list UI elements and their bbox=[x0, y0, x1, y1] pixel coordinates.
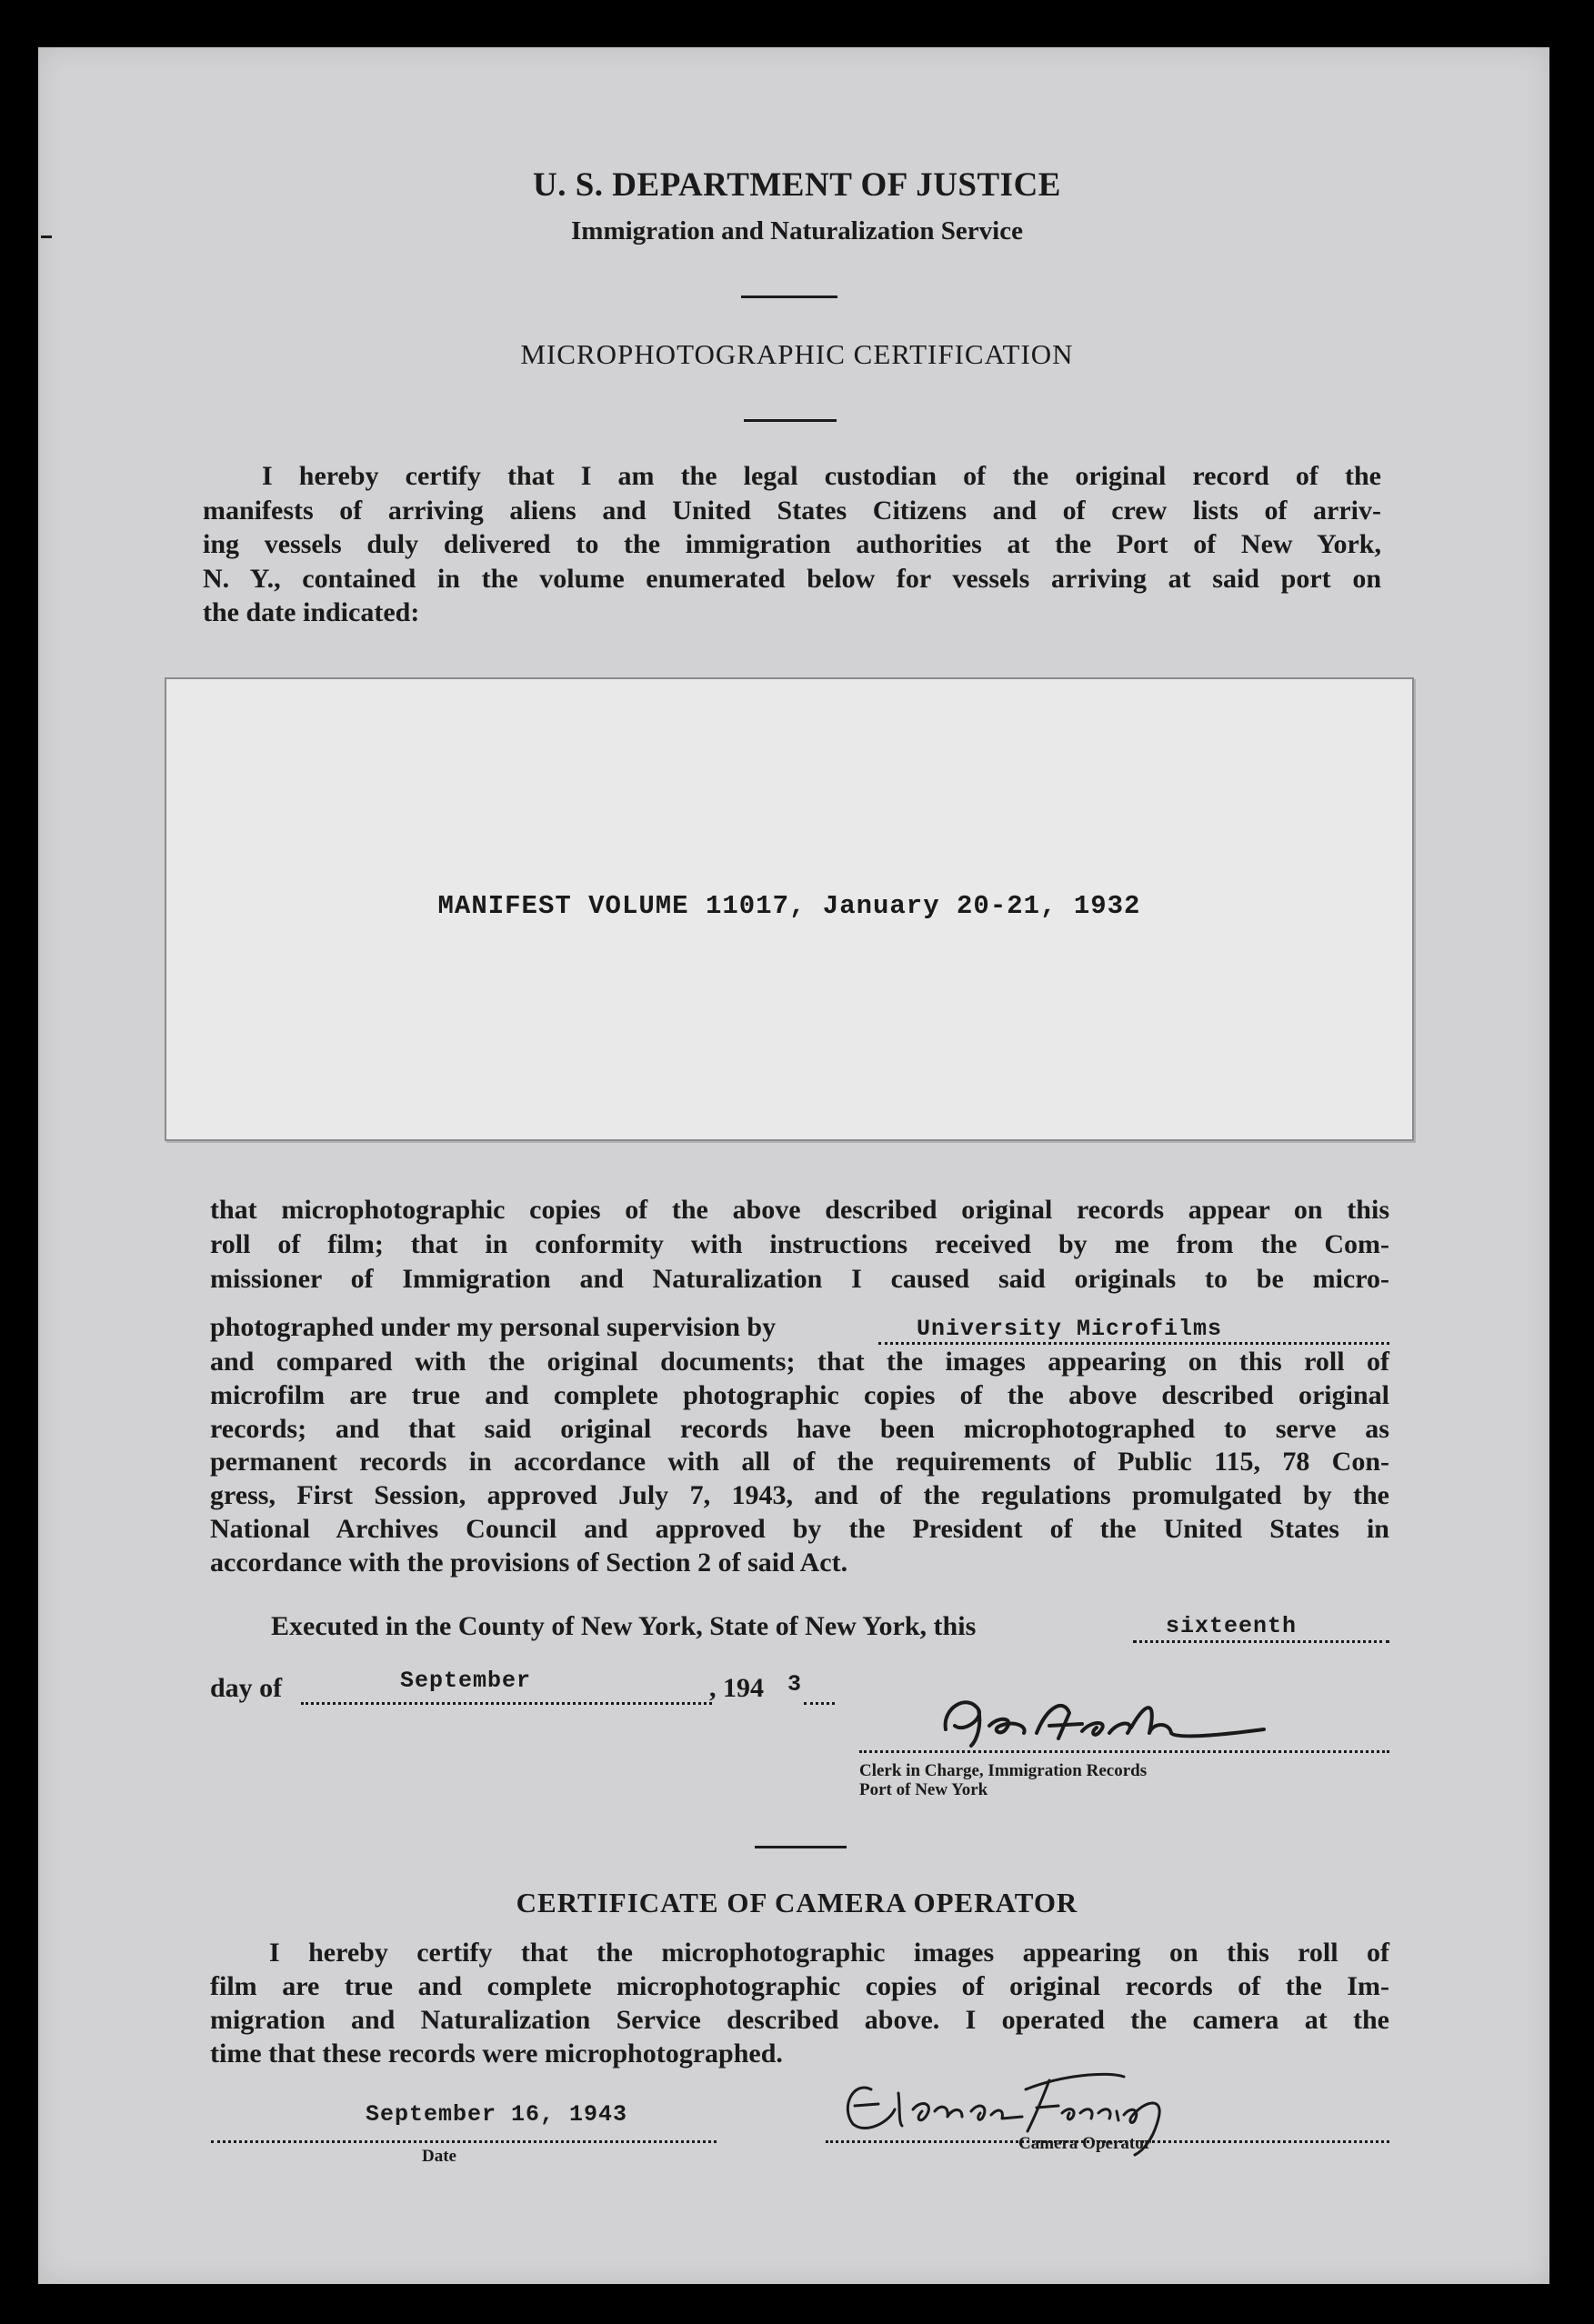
body-line: gress, First Session, approved July 7, 1943, and of the regulations promulgated by the bbox=[210, 1480, 1389, 1511]
body-line: roll of film; that in conformity with instructions received by me from the Com- bbox=[210, 1229, 1389, 1259]
camera-line: migration and Naturalization Service described above. I operated the camera at the bbox=[210, 2005, 1389, 2035]
section-divider bbox=[755, 1846, 847, 1848]
body-line: records; and that said original records have been microphotographed to serve as bbox=[210, 1413, 1389, 1444]
month-value: September bbox=[400, 1668, 532, 1694]
camera-line: film are true and complete microphotographic copies of original records of the Im- bbox=[210, 1971, 1389, 2001]
year-prefix: , 194 bbox=[709, 1673, 764, 1703]
body-line: that microphotographic copies of the above described original records appear on this bbox=[210, 1195, 1389, 1225]
camera-operator-label: Camera Operator bbox=[1018, 2134, 1152, 2153]
execution-prefix: Executed in the County of New York, State of New York, this bbox=[271, 1611, 977, 1641]
camera-certificate-paragraph bbox=[210, 1936, 1389, 2070]
header-divider bbox=[741, 296, 837, 298]
clerk-signature-line bbox=[859, 1719, 1389, 1753]
clerk-title-label bbox=[859, 1761, 1147, 1799]
camera-date-label: Date bbox=[422, 2147, 456, 2166]
intro-line: N. Y., contained in the volume enumerated below for vessels arriving at said port on bbox=[203, 563, 1381, 594]
year-digit-value: 3 bbox=[787, 1671, 803, 1698]
body-line: missioner of Immigration and Naturalization I caused said originals to be micro- bbox=[210, 1264, 1389, 1294]
manifest-volume-card bbox=[165, 677, 1414, 1141]
title-divider bbox=[744, 419, 837, 422]
body-line: permanent records in accordance with all of the requirements of Public 115, 78 Con- bbox=[210, 1447, 1389, 1478]
department-heading: U. S. DEPARTMENT OF JUSTICE bbox=[533, 166, 1061, 204]
camera-line: time that these records were microphotographed. bbox=[210, 2039, 783, 2069]
day-of-label: day of bbox=[210, 1673, 283, 1703]
camera-certificate-title: CERTIFICATE OF CAMERA OPERATOR bbox=[516, 1887, 1078, 1918]
body-paragraph-continued bbox=[210, 1346, 1389, 1580]
intro-paragraph bbox=[203, 459, 1381, 630]
manifest-volume-text: MANIFEST VOLUME 11017, January 20-21, 1932 bbox=[437, 891, 1141, 921]
body-line: accordance with the provisions of Section 2 of said Act. bbox=[210, 1547, 848, 1578]
clerk-title-text: Clerk in Charge, Immigration Records bbox=[859, 1761, 1148, 1780]
body-line: National Archives Council and approved by the President of the United States in bbox=[210, 1513, 1389, 1544]
year-fill-line bbox=[804, 1671, 835, 1705]
supervision-prefix: photographed under my personal supervision by bbox=[210, 1312, 777, 1342]
clerk-port-text: Port of New York bbox=[859, 1780, 988, 1799]
camera-date-value: September 16, 1943 bbox=[366, 2101, 628, 2128]
intro-line: I hereby certify that I am the legal custodian of the original record of the bbox=[262, 461, 1381, 491]
intro-line: the date indicated: bbox=[203, 597, 420, 627]
service-subheading: Immigration and Naturalization Service bbox=[571, 216, 1023, 245]
body-line: microfilm are true and complete photographic copies of the above described original bbox=[210, 1379, 1389, 1410]
body-paragraph bbox=[210, 1193, 1389, 1297]
intro-line: manifests of arriving aliens and United States Citizens and of crew lists of arriv- bbox=[203, 495, 1381, 526]
supervision-value: University Microfilms bbox=[917, 1316, 1223, 1342]
camera-line: I hereby certify that the microphotographic images appearing on this roll of bbox=[269, 1938, 1389, 1968]
intro-line: ing vessels duly delivered to the immigration authorities at the Port of New York, bbox=[203, 529, 1381, 559]
execution-day-value: sixteenth bbox=[1166, 1613, 1298, 1639]
body-line: and compared with the original documents; that the images appearing on this roll of bbox=[210, 1347, 1389, 1377]
certification-title: MICROPHOTOGRAPHIC CERTIFICATION bbox=[520, 338, 1074, 370]
